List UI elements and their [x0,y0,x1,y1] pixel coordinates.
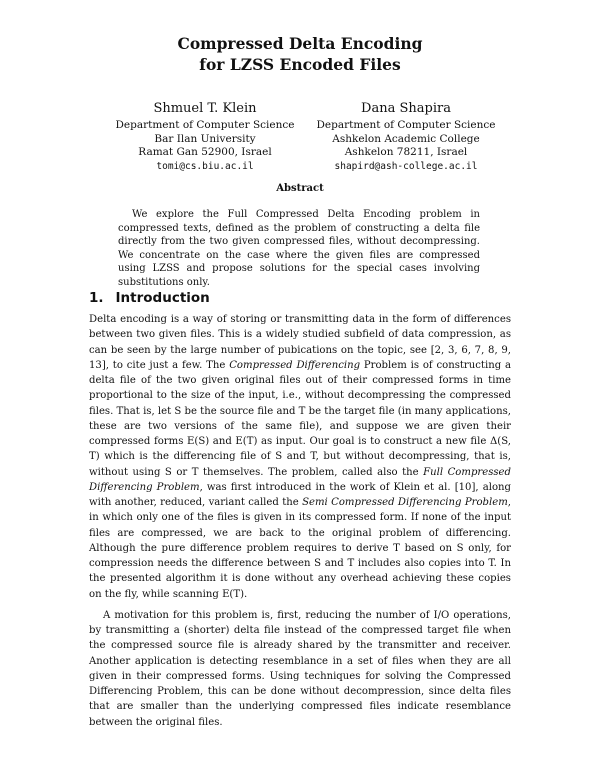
text-run: , in which only one of the files is given in its compressed form. If none of the input files are compressed, we are back to the original problem of differencing. Although the pure difference problem requires to derive T based on S only, for compression needs the difference between S and T includes also copies into T. In the presented algorithm it is done without any overhead achieving these copies on the fly, while scanning E(T). [89,497,511,600]
section-title: Introduction [115,290,210,306]
author-city: Ramat Gan 52900, Israel [138,146,272,158]
author-block-shapira [296,100,516,173]
author-block-klein [95,100,315,173]
text-run: Problem is of constructing a delta file of the two given original files out of their compressed forms in time proportional to the size of the input, i.e., without decompressing the compressed files. That is, let S be the source file and T be the target file (in many applications, these are two versions of the same file), and suppose we are given their compressed forms E(S) and E(T) as input. Our goal is to construct a new file Δ(S, T) which is the differencing file of S and T, but without decompressing, that is, without using S or T themselves. The problem, called also the [89,359,511,478]
paper-title [0,33,600,75]
author-email: shapird@ash-college.ac.il [334,160,478,172]
title-line-2: for LZSS Encoded Files [199,55,401,74]
abstract-heading: Abstract [276,183,324,194]
author-city: Ashkelon 78211, Israel [344,146,468,158]
author-email: tomi@cs.biu.ac.il [156,160,254,172]
author-institution: Ashkelon Academic College [332,132,480,145]
author-department: Department of Computer Science [316,119,496,131]
author-department: Department of Computer Science [115,119,295,131]
text-run: , was first introduced in the work of Klein et al. [10], along with another, reduced, variant called the [89,481,511,508]
paragraph [89,312,511,602]
author-institution: Bar Ilan University [154,132,256,145]
emphasis-term: Compressed Differencing [229,359,361,371]
author-name: Dana Shapira [361,101,451,116]
body-text [89,312,511,730]
emphasis-term: Semi Compressed Differencing Problem [302,497,508,508]
paragraph: A motivation for this problem is, first, reducing the number of I/O operations, by transmitting a (shorter) delta file instead of the compressed target file when the compressed source file is already shared by the transmitter and receiver. Another application is detecting resemblance in a set of files when they are all given in their compressed forms. Using techniques for solving the Compressed Differencing Problem, this can be done without decompression, since delta files that are smaller than the underlying compressed files indicate resemblance between the original files. [89,609,511,728]
title-line-1: Compressed Delta Encoding [177,34,423,53]
abstract-text: We explore the Full Compressed Delta Encoding problem in compressed texts, defined as the problem of constructing a delta file directly from the two given compressed files, without decompressing. We concentrate on the case where the given files are compressed using LZSS and propose solutions for the special cases involving substitutions only. [118,209,480,288]
author-name: Shmuel T. Klein [153,101,257,116]
emphasis-term: Full Compressed Differencing Problem [89,466,511,493]
section-heading [89,290,210,306]
text-run: Delta encoding is a way of storing or transmitting data in the form of differences between two given files. This is a widely studied subfield of data compression, as can be seen by the large number of pubications on the topic, see [2, 3, 6, 7, 8, 9, 13], to cite just a few. The [89,314,511,371]
section-number: 1. [89,290,104,306]
